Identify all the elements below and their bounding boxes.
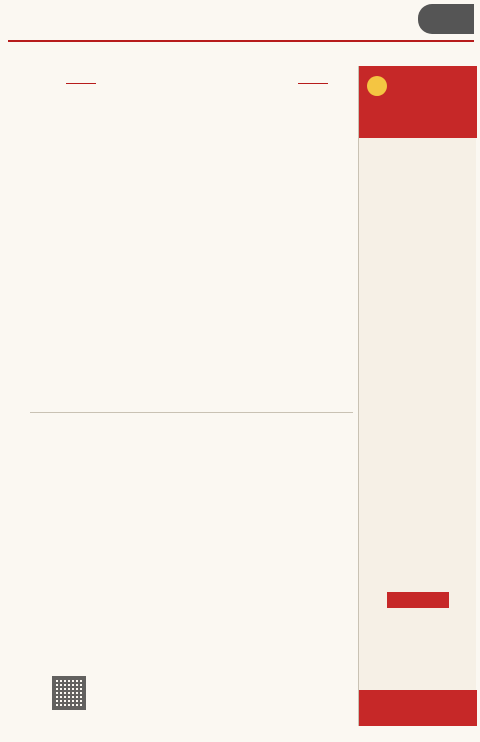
masthead-rule (8, 40, 474, 42)
sidebar-footer (359, 690, 477, 726)
article-column (140, 160, 240, 400)
article-column (30, 478, 130, 670)
kicker-line-left (66, 83, 96, 84)
article-column (140, 478, 240, 714)
answers-box-title (387, 592, 449, 608)
masthead (0, 0, 480, 44)
kicker-line-right (298, 83, 328, 84)
page-number-badge (418, 4, 474, 34)
party-emblem-icon (367, 76, 387, 96)
article-column (250, 160, 350, 400)
article-column (30, 160, 130, 400)
article-column (250, 478, 350, 714)
quiz-sidebar (358, 66, 476, 726)
quiz-banner (359, 66, 477, 138)
qr-code-icon (52, 676, 86, 710)
section-divider (30, 412, 353, 413)
